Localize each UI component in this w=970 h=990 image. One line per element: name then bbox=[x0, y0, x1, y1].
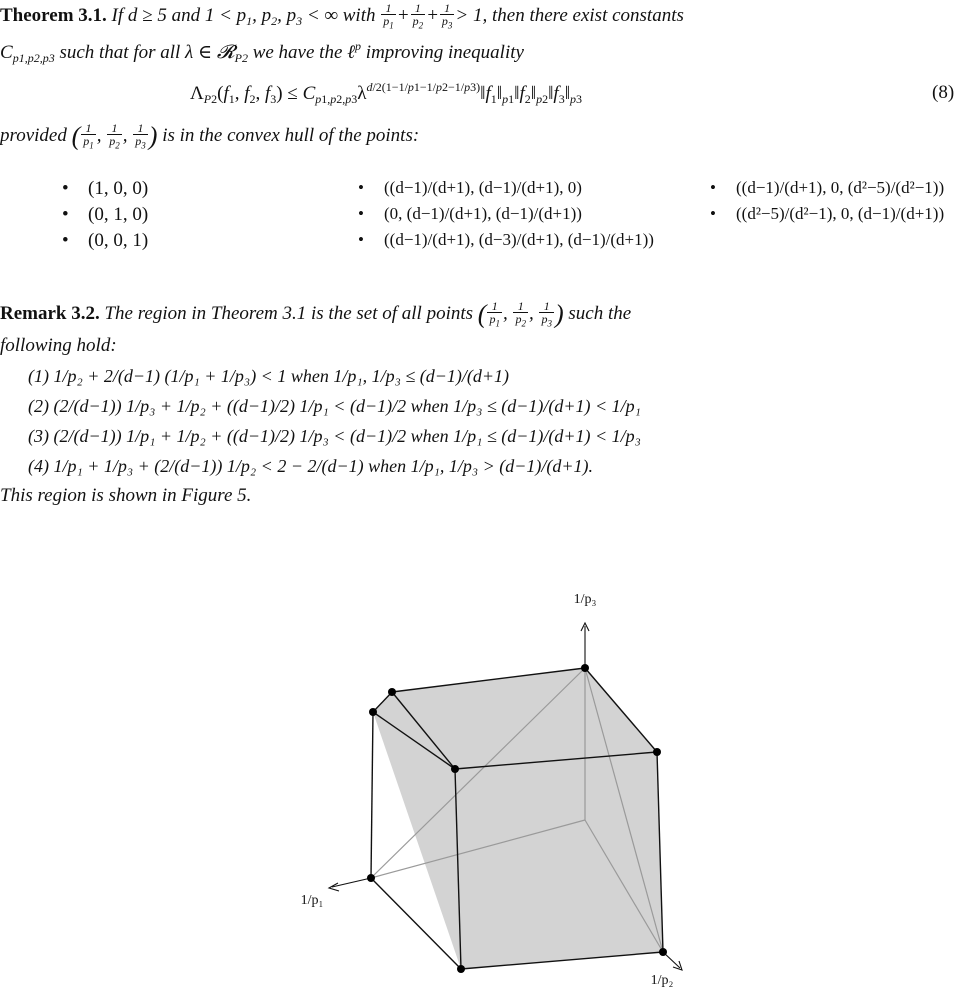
list-item: • (0, (d−1)/(d+1), (d−1)/(d+1)) bbox=[358, 204, 582, 223]
axis-p1 bbox=[332, 878, 371, 887]
hull-intro: provided ( $\frac{1}{p_1}$ , $\frac{1}{p_2}$ , $\frac{1}{p_3}$ ) is in the convex hull of the points: bbox=[0, 121, 420, 151]
remark-intro-line2: following hold: bbox=[0, 335, 117, 356]
axis-label-p1: 1/p₁ bbox=[300, 893, 324, 908]
equation-number: (8) bbox=[932, 82, 955, 103]
vertex bbox=[653, 748, 661, 756]
vertex bbox=[581, 664, 589, 672]
remark-heading: Remark 3.2. bbox=[0, 303, 100, 325]
vertex bbox=[451, 765, 459, 773]
theorem-paragraph: Theorem 3.1. If d ≥ 5 and $1 < p_1$, $p_2$, $p_3$ < ∞ with $\frac{1}{p_1}$ + $\frac{1}{p_2}$ + $\frac{1}{p_3}$ > 1, then there exist constants bbox=[0, 1, 684, 31]
remark-paragraph: Remark 3.2. The region in Theorem 3.1 is the set of all points ( $\frac{1}{p_1}$ , $\frac{1}{p_2}$ , $\frac{1}{p_3}$ ) such the bbox=[0, 299, 632, 329]
vertex bbox=[388, 688, 396, 696]
list-item: • (1, 0, 0) bbox=[62, 178, 149, 199]
list-item: • ((d−1)/(d+1), (d−3)/(d+1), (d−1)/(d+1)) bbox=[358, 230, 654, 249]
condition-3: (3) (2/(d−1)) 1/p₁ + 1/p₂ + ((d−1)/2) 1/p₃ < (d−1)/2 when 1/p₁ ≤ (d−1)/(d+1) < 1/p₃ bbox=[28, 426, 641, 446]
list-item: • ((d²−5)/(d²−1), 0, (d−1)/(d+1)) bbox=[710, 204, 945, 223]
vertex bbox=[367, 874, 375, 882]
vertex bbox=[457, 965, 465, 973]
vertex bbox=[369, 708, 377, 716]
main-inequality: $\Lambda_{P2}(f_1$, $f_2$, $f_3$) ≤ $C_{p1,p2,p3}\lambda^{d/2(1-1/p1-1/p2-1/p3)}‖f_1‖_{p1}‖f_2‖_{p2}‖f_3‖_{p3}$ bbox=[190, 80, 583, 106]
edge bbox=[371, 712, 373, 878]
list-item: • ((d−1)/(d+1), 0, (d²−5)/(d²−1)) bbox=[710, 178, 945, 197]
condition-2: (2) (2/(d−1)) 1/p₃ + 1/p₂ + ((d−1)/2) 1/p₁ < (d−1)/2 when 1/p₃ ≤ (d−1)/(d+1) < 1/p₁ bbox=[28, 396, 641, 416]
list-item: • (0, 0, 1) bbox=[62, 230, 149, 251]
axis-label-p3: 1/p₃ bbox=[573, 592, 597, 607]
vertex bbox=[659, 948, 667, 956]
list-item: • ((d−1)/(d+1), (d−1)/(d+1), 0) bbox=[358, 178, 582, 197]
figure-reference: This region is shown in Figure 5. bbox=[0, 485, 252, 506]
theorem-statement-line2: $C_{p1,p2,p3}$ such that for all λ ∈ 𝓡$_{P2}$ we have the ℓ$^p$ improving inequality bbox=[0, 39, 524, 65]
axis-label-p2: 1/p₂ bbox=[650, 973, 674, 988]
condition-4: (4) 1/p₁ + 1/p₃ + (2/(d−1)) 1/p₂ < 2 − 2/(d−1) when 1/p₁, 1/p₃ > (d−1)/(d+1). bbox=[28, 456, 594, 476]
condition-1: (1) 1/p₂ + 2/(d−1) (1/p₁ + 1/p₃) < 1 when 1/p₁, 1/p₃ ≤ (d−1)/(d+1) bbox=[28, 366, 509, 386]
list-item: • (0, 1, 0) bbox=[62, 204, 149, 225]
theorem-heading: Theorem 3.1. bbox=[0, 5, 107, 27]
